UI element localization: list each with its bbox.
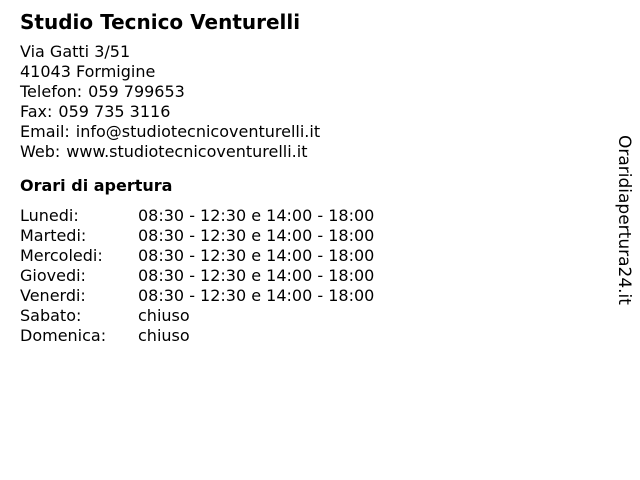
fax-number: 059 735 3116 (58, 102, 171, 121)
fax-line (20, 102, 600, 122)
site-watermark: Oraridiapertura24.it (614, 135, 634, 305)
day-hours: chiuso (138, 326, 190, 345)
address-city: 41043 Formigine (20, 62, 156, 81)
day-hours: 08:30 - 12:30 e 14:00 - 18:00 (138, 246, 375, 265)
day-label: Domenica: (20, 326, 107, 345)
business-name: Studio Tecnico Venturelli (20, 10, 301, 34)
day-label: Sabato: (20, 306, 82, 325)
day-hours: 08:30 - 12:30 e 14:00 - 18:00 (138, 266, 375, 285)
email-address[interactable]: info@studiotecnicoventurelli.it (75, 122, 321, 141)
day-label: Lunedi: (20, 206, 79, 225)
email-line (20, 122, 600, 142)
phone-number[interactable]: 059 799653 (88, 82, 185, 101)
email-label: Email: (20, 122, 70, 141)
day-hours: 08:30 - 12:30 e 14:00 - 18:00 (138, 286, 375, 305)
day-label: Mercoledi: (20, 246, 103, 265)
phone-line (20, 82, 600, 102)
opening-hours-table (20, 206, 600, 346)
day-label: Martedi: (20, 226, 87, 245)
hours-row-wednesday (20, 246, 600, 266)
day-hours: 08:30 - 12:30 e 14:00 - 18:00 (138, 206, 375, 225)
phone-label: Telefon: (20, 82, 83, 101)
hours-row-saturday (20, 306, 600, 326)
day-label: Venerdi: (20, 286, 86, 305)
hours-row-sunday (20, 326, 600, 346)
opening-hours-title: Orari di apertura (20, 176, 173, 195)
day-label: Giovedi: (20, 266, 86, 285)
website-link[interactable]: www.studiotecnicoventurelli.it (66, 142, 308, 161)
business-card (20, 10, 600, 346)
hours-row-friday (20, 286, 600, 306)
fax-label: Fax: (20, 102, 53, 121)
web-line (20, 142, 600, 162)
address-street: Via Gatti 3/51 (20, 42, 131, 61)
day-hours: 08:30 - 12:30 e 14:00 - 18:00 (138, 226, 375, 245)
day-hours: chiuso (138, 306, 190, 325)
web-label: Web: (20, 142, 61, 161)
hours-row-tuesday (20, 226, 600, 246)
hours-row-thursday (20, 266, 600, 286)
hours-row-monday (20, 206, 600, 226)
